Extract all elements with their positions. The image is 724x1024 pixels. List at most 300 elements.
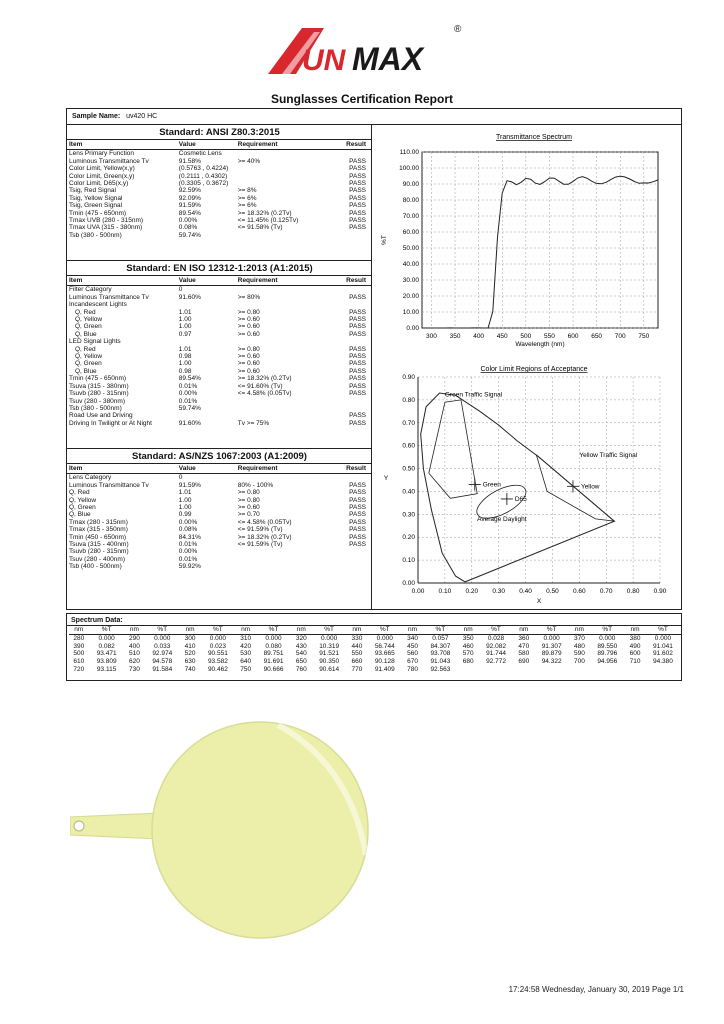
sample-name-row <box>67 109 681 125</box>
transmittance-cell: 0.000 <box>154 634 171 642</box>
item-cell: Q, Red <box>69 489 90 497</box>
result-cell: PASS <box>349 489 366 497</box>
result-cell: PASS <box>349 217 366 225</box>
y-tick-label: 60.00 <box>402 229 419 236</box>
result-cell: PASS <box>349 419 366 427</box>
wavelength-cell: 410 <box>184 642 196 650</box>
transmittance-cell: 93.708 <box>430 650 451 658</box>
graphs-column <box>372 125 682 609</box>
item-cell: Q, Blue <box>75 330 97 338</box>
requirement-cell: <= 4.58% (0.05Tv) <box>237 390 292 398</box>
item-cell: LED Signal Lights <box>69 338 121 346</box>
spectrum-data-title: Spectrum Data: <box>67 614 681 626</box>
standard-title: Standard: ANSI Z80.3:2015 <box>67 125 372 140</box>
value-cell: 59.92% <box>178 563 201 571</box>
result-cell: PASS <box>349 308 366 316</box>
wavelength-cell: 350 <box>462 634 474 642</box>
result-cell: PASS <box>349 345 366 353</box>
result-cell <box>331 548 372 555</box>
item-cell: Q, Blue <box>75 367 97 375</box>
result-cell: PASS <box>349 412 366 420</box>
transmittance-cell: 93.809 <box>96 658 117 666</box>
table-row <box>67 511 372 518</box>
table-row <box>67 202 372 209</box>
column-header-t: %T <box>645 626 681 634</box>
value-cell: 92.09% <box>178 194 201 202</box>
requirement-cell: >= 8% <box>237 187 257 195</box>
column-header-t: %T <box>89 626 125 634</box>
wavelength-cell: 290 <box>129 634 140 642</box>
sample-name-value: uv420 HC <box>126 113 158 120</box>
wavelength-cell: 780 <box>407 665 418 673</box>
region-label: Yellow Traffic Signal <box>579 452 638 460</box>
transmittance-cell: 91.602 <box>653 650 673 658</box>
transmittance-cell: 0.000 <box>543 634 560 642</box>
wavelength-cell: 510 <box>129 650 140 658</box>
wavelength-cell: 680 <box>462 658 474 666</box>
wavelength-cell: 640 <box>240 658 252 666</box>
column-header-nm: nm <box>458 626 478 634</box>
item-cell: Tsig, Yellow Signal <box>69 194 123 202</box>
item-cell: Lens Category <box>69 474 112 482</box>
transmittance-cell: 0.023 <box>209 642 227 650</box>
transmittance-cell: 0.000 <box>209 634 227 642</box>
item-cell: Tmin (450 - 650nm) <box>69 533 127 541</box>
wavelength-cell: 750 <box>240 665 252 673</box>
result-cell: PASS <box>349 194 366 202</box>
value-cell: 1.00 <box>178 504 192 512</box>
transmittance-cell <box>645 666 681 674</box>
table-row <box>67 405 372 412</box>
item-cell: Tmax UVA (315 - 380nm) <box>69 224 143 232</box>
value-cell: 91.60% <box>178 419 201 427</box>
result-cell: PASS <box>349 375 366 383</box>
value-cell: 91.58% <box>178 157 201 165</box>
requirement-cell: >= 0.60 <box>237 504 260 512</box>
table-row <box>67 309 372 316</box>
requirement-cell: >= 0.80 <box>237 345 260 353</box>
item-cell: Tmax (315 - 350nm) <box>69 526 128 534</box>
column-header-result: Result <box>331 276 372 286</box>
y-axis-label: Y <box>383 475 389 482</box>
requirement-cell <box>236 412 332 419</box>
requirement-cell: <= 91.58% (Tv) <box>237 224 283 232</box>
sunmax-logo <box>262 20 472 84</box>
column-header-requirement: Requirement <box>236 140 332 150</box>
transmittance-cell: 94.578 <box>152 658 173 666</box>
value-cell <box>177 338 236 345</box>
transmittance-cell: 90.350 <box>319 658 340 666</box>
item-cell: Q, Yellow <box>69 496 97 504</box>
value-cell: 0.98 <box>178 353 192 361</box>
transmittance-cell: 94.322 <box>541 658 562 666</box>
transmittance-cell: 93.665 <box>374 650 395 658</box>
table-row <box>67 195 372 202</box>
requirement-cell <box>236 556 332 563</box>
transmittance-cell: 0.080 <box>265 642 282 650</box>
requirement-cell: >= 0.60 <box>237 360 260 368</box>
result-cell <box>331 286 372 294</box>
transmittance-cell: 10.319 <box>319 642 340 650</box>
y-tick-label: 0.60 <box>402 442 415 450</box>
transmittance-cell: 91.041 <box>653 642 673 650</box>
value-cell: 0.01% <box>178 397 198 405</box>
transmittance-cell: 0.000 <box>320 634 338 642</box>
x-tick-label: 600 <box>567 333 579 340</box>
table-row <box>67 323 372 330</box>
value-cell: 1.00 <box>178 496 192 504</box>
report-title: Sunglasses Certification Report <box>270 92 454 106</box>
column-header-t: %T <box>200 626 236 634</box>
item-cell: Tsuvb (280 - 315nm) <box>69 390 129 398</box>
wavelength-cell <box>625 666 645 674</box>
value-cell: 59.74% <box>178 231 201 239</box>
table-row <box>67 165 372 172</box>
item-cell: Q, Red <box>75 308 96 316</box>
table-row <box>67 519 372 526</box>
item-cell: Color Limit, D65(x,y) <box>69 180 129 188</box>
result-cell: PASS <box>349 481 366 489</box>
transmittance-cell: 89.550 <box>597 642 618 650</box>
value-cell: 1.00 <box>178 323 192 331</box>
item-cell: Filter Category <box>69 286 112 294</box>
value-cell: 92.59% <box>178 187 201 195</box>
table-row <box>67 412 372 419</box>
wavelength-cell: 690 <box>518 658 530 666</box>
item-cell: Color Limit, Yellow(x,y) <box>69 165 135 173</box>
standard-table <box>67 140 372 239</box>
table-row <box>67 338 372 345</box>
table-row <box>69 643 681 651</box>
table-row <box>67 173 372 180</box>
x-tick-label: 0.40 <box>519 588 532 595</box>
transmittance-cell: 0.082 <box>98 642 115 650</box>
report-frame <box>66 108 682 610</box>
item-cell: Tmax UVB (280 - 315nm) <box>69 217 144 225</box>
y-tick-label: 0.20 <box>402 534 415 542</box>
result-cell <box>331 405 372 412</box>
requirement-cell <box>236 548 332 555</box>
result-cell <box>331 398 372 405</box>
transmittance-cell: 90.551 <box>207 650 228 658</box>
value-cell: 1.00 <box>178 316 192 324</box>
result-cell <box>331 301 372 308</box>
table-row <box>67 497 372 504</box>
transmittance-cell: 93.115 <box>96 665 117 673</box>
value-cell: 0.00% <box>178 518 198 526</box>
result-cell: PASS <box>349 390 366 398</box>
transmittance-cell: 92.974 <box>152 650 173 658</box>
table-row <box>69 634 681 642</box>
x-tick-label: 0.10 <box>438 588 452 595</box>
requirement-cell: <= 91.59% (Tv) <box>237 541 283 549</box>
chart-title: Color Limit Regions of Acceptance <box>480 366 588 373</box>
y-tick-label: 0.90 <box>402 374 415 381</box>
wavelength-cell: 540 <box>295 650 307 658</box>
column-header-item: Item <box>67 140 177 150</box>
result-cell <box>331 563 372 570</box>
requirement-cell <box>236 338 332 345</box>
transmittance-cell: 0.000 <box>654 634 672 642</box>
wavelength-cell: 550 <box>351 650 363 658</box>
y-tick-label: 0.40 <box>402 488 415 496</box>
transmittance-cell: 91.521 <box>319 650 340 658</box>
wavelength-cell: 520 <box>184 650 196 658</box>
wavelength-cell: 570 <box>462 650 474 658</box>
result-cell: PASS <box>349 224 366 232</box>
x-tick-label: 0.00 <box>411 588 425 595</box>
wavelength-cell: 300 <box>184 634 196 642</box>
y-tick-label: 10.00 <box>402 309 419 316</box>
table-row <box>67 398 372 405</box>
point-label: Yellow <box>580 483 600 491</box>
requirement-cell: >= 0.80 <box>237 489 260 497</box>
value-cell: 1.00 <box>178 360 192 368</box>
wavelength-cell: 710 <box>629 658 641 666</box>
point-label: D65 <box>514 495 527 503</box>
wavelength-cell: 310 <box>240 634 252 642</box>
transmittance-cell: 89.751 <box>263 650 284 658</box>
requirement-cell: >= 40% <box>237 157 261 165</box>
table-row <box>67 504 372 511</box>
standard-asnzs <box>67 449 372 609</box>
requirement-cell <box>236 232 332 239</box>
column-header-value: Value <box>177 464 236 474</box>
result-cell: PASS <box>349 293 366 301</box>
item-cell: Tmax (280 - 315nm) <box>69 518 128 526</box>
result-cell: PASS <box>349 541 366 549</box>
requirement-cell <box>236 286 332 294</box>
column-header-nm: nm <box>347 626 367 634</box>
requirement-cell <box>236 474 332 482</box>
y-tick-label: 40.00 <box>402 261 419 268</box>
y-tick-label: 30.00 <box>402 277 419 284</box>
result-cell <box>331 232 372 239</box>
requirement-cell: >= 0.80 <box>237 308 260 316</box>
column-header-t: %T <box>589 626 625 634</box>
wavelength-cell: 770 <box>351 665 363 673</box>
wavelength-cell: 420 <box>240 642 252 650</box>
wavelength-cell: 470 <box>518 642 530 650</box>
table-row <box>67 224 372 231</box>
y-tick-label: 0.10 <box>402 557 415 565</box>
result-cell: PASS <box>349 187 366 195</box>
result-cell: PASS <box>349 172 366 180</box>
requirement-cell: >= 18.32% (0.2Tv) <box>237 375 292 383</box>
value-cell: 91.60% <box>178 293 201 301</box>
result-cell: PASS <box>349 496 366 504</box>
column-header-requirement: Requirement <box>236 276 332 286</box>
wavelength-cell: 480 <box>574 642 585 650</box>
transmittance-series-line <box>422 176 658 328</box>
standard-title: Standard: AS/NZS 1067:2003 (A1:2009) <box>67 449 372 464</box>
transmittance-cell: 90.462 <box>207 665 228 673</box>
x-tick-label: 400 <box>473 333 485 340</box>
x-tick-label: 750 <box>638 333 650 340</box>
wavelength-cell <box>458 666 478 674</box>
item-cell: Q, Red <box>75 345 96 353</box>
requirement-cell: >= 6% <box>237 194 257 202</box>
y-tick-label: 20.00 <box>402 293 419 300</box>
transmittance-cell: 91.043 <box>430 658 451 666</box>
transmittance-cell: 93.582 <box>207 658 228 666</box>
transmittance-cell: 0.057 <box>432 634 449 642</box>
table-row <box>67 360 372 367</box>
item-cell: Road Use and Driving <box>69 412 133 420</box>
transmittance-cell: 84.307 <box>430 642 451 650</box>
x-tick-label: 0.50 <box>546 588 559 595</box>
x-tick-label: 0.30 <box>492 588 505 595</box>
table-row <box>67 301 372 308</box>
transmittance-cell: 0.028 <box>487 634 505 642</box>
value-cell: 0.97 <box>178 330 192 338</box>
value-cell: 0.99 <box>178 511 192 519</box>
column-header-t: %T <box>144 626 180 634</box>
column-header-result: Result <box>331 464 372 474</box>
requirement-cell: <= 11.45% (0.125Tv) <box>237 217 299 225</box>
table-row <box>67 286 372 294</box>
wavelength-cell: 590 <box>574 650 585 658</box>
value-cell: 0.00% <box>178 217 198 225</box>
table-row <box>67 375 372 382</box>
wavelength-cell: 340 <box>407 634 418 642</box>
table-row <box>67 210 372 217</box>
wavelength-cell: 330 <box>351 634 363 642</box>
value-cell: 89.54% <box>178 375 201 383</box>
transmittance-cell: 90.614 <box>319 665 340 673</box>
requirement-cell: >= 0.60 <box>237 330 260 338</box>
value-cell: 0.00% <box>178 548 198 556</box>
transmittance-cell: 0.000 <box>599 634 616 642</box>
color-limit-chart <box>372 365 682 609</box>
item-cell: Luminous Transmittance Tv <box>69 481 149 489</box>
table-row <box>67 187 372 194</box>
value-cell: (0.2111 , 0.4302) <box>178 172 228 180</box>
y-tick-label: 0.00 <box>406 325 419 332</box>
transmittance-chart <box>372 125 682 365</box>
x-tick-label: 0.70 <box>599 588 613 595</box>
transmittance-cell: 92.772 <box>486 658 506 666</box>
column-header-requirement: Requirement <box>236 464 332 474</box>
item-cell: Q, Green <box>69 504 96 512</box>
yellow-traffic-region <box>536 455 614 521</box>
item-cell: Tmin (475 - 650nm) <box>69 375 127 383</box>
requirement-cell: >= 80% <box>237 293 261 301</box>
wavelength-cell: 660 <box>351 658 363 666</box>
x-tick-label: 500 <box>520 333 532 340</box>
transmittance-cell: 0.000 <box>98 634 115 642</box>
lens-disc <box>152 722 368 938</box>
registered-mark: ® <box>454 24 462 35</box>
x-tick-label: 700 <box>614 333 626 340</box>
item-cell: Tsb (380 - 500nm) <box>69 231 122 239</box>
wavelength-cell: 450 <box>407 642 418 650</box>
table-row <box>67 331 372 338</box>
wavelength-cell <box>570 666 590 674</box>
result-cell: PASS <box>349 202 366 210</box>
table-row <box>67 482 372 489</box>
transmittance-cell: 91.691 <box>263 658 284 666</box>
region-label: Average Daylight <box>477 516 527 524</box>
wavelength-cell: 700 <box>574 658 585 666</box>
value-cell: (0.3305 , 0.3672) <box>178 180 229 188</box>
x-tick-label: 650 <box>591 333 603 340</box>
value-cell: 0.98 <box>178 367 192 375</box>
table-row <box>67 180 372 187</box>
item-cell: Incandescent Lights <box>69 301 127 309</box>
table-row <box>67 420 372 427</box>
standards-column <box>67 125 372 609</box>
transmittance-cell: 91.307 <box>541 642 562 650</box>
transmittance-cell <box>589 666 625 674</box>
column-header-nm: nm <box>292 626 312 634</box>
table-row <box>67 526 372 533</box>
transmittance-cell: 0.000 <box>265 634 282 642</box>
requirement-cell: >= 6% <box>237 202 257 210</box>
item-cell: Tsuv (280 - 380nm) <box>69 397 125 405</box>
requirement-cell <box>236 405 332 412</box>
value-cell <box>177 301 236 308</box>
result-cell: PASS <box>349 209 366 217</box>
column-header-nm: nm <box>236 626 256 634</box>
table-row <box>69 650 681 658</box>
value-cell <box>177 412 236 419</box>
requirement-cell: <= 4.58% (0.05Tv) <box>237 518 292 526</box>
transmittance-cell: 94.380 <box>653 658 673 666</box>
transmittance-cell: 0.000 <box>376 634 393 642</box>
lens-sample-image <box>70 705 380 955</box>
wavelength-cell: 460 <box>462 642 474 650</box>
column-header-value: Value <box>177 276 236 286</box>
table-row <box>67 217 372 224</box>
transmittance-cell: 91.744 <box>486 650 506 658</box>
requirement-cell: >= 0.60 <box>237 316 260 324</box>
transmittance-cell: 90.128 <box>374 658 395 666</box>
chart-title: Transmittance Spectrum <box>496 134 572 141</box>
item-cell: Tsuva (315 - 380nm) <box>69 382 129 390</box>
value-cell: 0 <box>178 474 183 482</box>
transmittance-cell: 91.409 <box>374 665 395 673</box>
column-header-value: Value <box>177 140 236 150</box>
result-cell <box>331 338 372 345</box>
column-header-nm: nm <box>570 626 590 634</box>
point-label: Green <box>482 481 501 489</box>
table-row <box>67 534 372 541</box>
item-cell: Driving In Twilight or At Night <box>69 419 152 427</box>
column-header-t: %T <box>534 626 570 634</box>
value-cell: 59.74% <box>178 404 201 412</box>
item-cell: Tsuva (315 - 400nm) <box>69 541 129 549</box>
result-cell: PASS <box>349 165 366 173</box>
table-row <box>67 563 372 570</box>
table-row <box>67 232 372 239</box>
requirement-cell <box>236 563 332 570</box>
wavelength-cell: 440 <box>351 642 363 650</box>
y-tick-label: 50.00 <box>402 245 419 252</box>
item-cell: Lens Primary Function <box>69 150 135 158</box>
standard-ansi <box>67 125 372 261</box>
item-cell: Tsuv (280 - 400nm) <box>69 555 125 563</box>
column-header-nm: nm <box>180 626 200 634</box>
wavelength-cell: 730 <box>129 665 140 673</box>
requirement-cell: >= 0.60 <box>237 353 260 361</box>
wavelength-cell: 390 <box>73 642 85 650</box>
value-cell: (0.5763 , 0.4224) <box>178 165 229 173</box>
item-cell: Q, Yellow <box>75 316 103 324</box>
value-cell: 0.00% <box>178 390 198 398</box>
column-header-nm: nm <box>403 626 423 634</box>
item-cell: Tsig, Red Signal <box>69 187 116 195</box>
